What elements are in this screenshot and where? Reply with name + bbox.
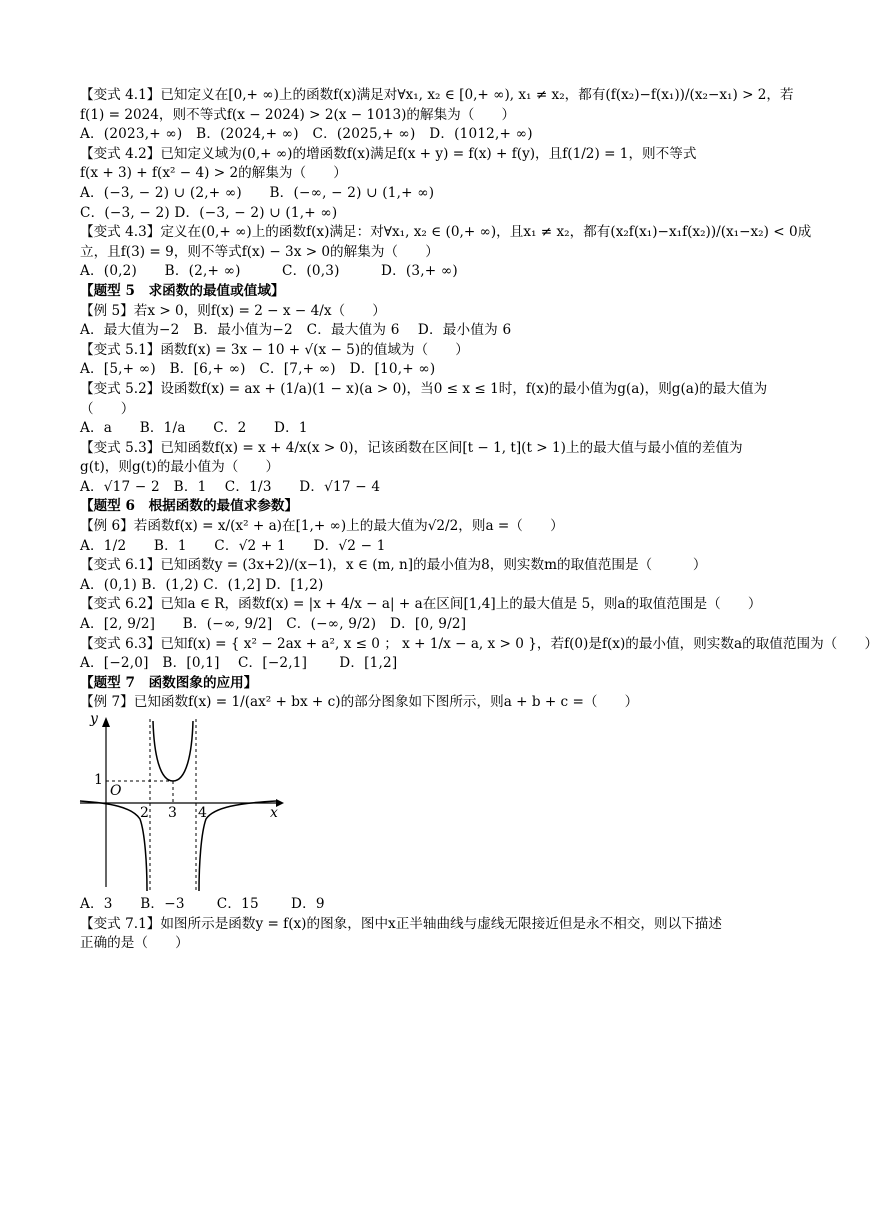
line-e6a: 【例 6】若函数f(x) = x/(x² + a)在[1,+ ∞)上的最大值为√2/2，则a =（ ） bbox=[80, 518, 564, 535]
heading-type-7: 【题型 7 函数图象的应用】 bbox=[80, 674, 258, 691]
tick-label-x-2: 2 bbox=[140, 805, 149, 821]
line-v71a: 【变式 7.1】如图所示是函数y = f(x)的图象，图中x正半轴曲线与虚线无限接近但是永不相交，则以下描述 bbox=[80, 915, 722, 932]
curve-left-branch bbox=[80, 801, 147, 891]
options-v43: A．(0,2) B．(2,+ ∞) C．(0,3) D．(3,+ ∞) bbox=[80, 263, 458, 280]
line-v53b: g(t)，则g(t)的最小值为（ ） bbox=[80, 459, 280, 476]
line-v61a: 【变式 6.1】已知函数y = (3x+2)/(x−1)，x ∈ (m, n]的最小值为8，则实数m的取值范围是（ ） bbox=[80, 557, 707, 574]
function-graph-figure bbox=[80, 711, 300, 893]
options-v61: A．(0,1) B．(1,2) C．(1,2] D．[1,2) bbox=[80, 576, 324, 593]
origin-label: O bbox=[110, 783, 122, 799]
tick-label-x-3: 3 bbox=[168, 805, 177, 821]
x-axis-label: x bbox=[270, 805, 278, 821]
options-v42-ab: A．(−3, − 2) ∪ (2,+ ∞) B．(−∞, − 2) ∪ (1,+ ∞) bbox=[80, 184, 435, 201]
line-v42b: f(x + 3) + f(x² − 4) > 2的解集为（ ） bbox=[80, 165, 347, 182]
options-v62: A．[2, 9/2] B．(−∞, 9/2] C．(−∞, 9/2) D．[0, 9/2] bbox=[80, 616, 467, 633]
options-v63: A．[−2,0] B．[0,1] C．[−2,1] D．[1,2] bbox=[80, 655, 398, 672]
line-v41b: f(1) = 2024，则不等式f(x − 2024) > 2(x − 1013)的解集为（ ） bbox=[80, 106, 516, 123]
options-e7: A．3 B．−3 C．15 D．9 bbox=[80, 896, 325, 912]
curve-middle-branch bbox=[153, 721, 193, 781]
line-v71b: 正确的是（ ） bbox=[80, 935, 189, 952]
line-v63a: 【变式 6.3】已知f(x) = { x² − 2ax + a², x ≤ 0 ； x + 1/x − a, x > 0 }，若f(0)是f(x)的最小值，则实数a的取值范围为（ ） bbox=[80, 635, 878, 652]
heading-type-5: 【题型 5 求函数的最值或值域】 bbox=[80, 282, 285, 299]
document-page bbox=[80, 86, 878, 954]
line-v53a: 【变式 5.3】已知函数f(x) = x + 4/x(x > 0)，记该函数在区间[t − 1, t](t > 1)上的最大值与最小值的差值为 bbox=[80, 439, 743, 456]
line-v52a: 【变式 5.2】设函数f(x) = ax + (1/a)(1 − x)(a > 0)，当0 ≤ x ≤ 1时，f(x)的最小值为g(a)，则g(a)的最大值为 bbox=[80, 380, 768, 397]
line-v62a: 【变式 6.2】已知a ∈ R，函数f(x) = |x + 4/x − a| + a在区间[1,4]上的最大值是 5，则a的取值范围是（ ） bbox=[80, 596, 762, 613]
options-v41: A．(2023,+ ∞) B．(2024,+ ∞) C．(2025,+ ∞) D．(1012,+ ∞) bbox=[80, 126, 533, 143]
y-axis-arrow bbox=[102, 717, 110, 727]
options-v42-cd: C．(−3, − 2) D．(−3, − 2) ∪ (1,+ ∞) bbox=[80, 204, 338, 221]
options-v53: A．√17 − 2 B．1 C．1/3 D．√17 − 4 bbox=[80, 478, 381, 495]
line-v43b: 立，且f(3) = 9，则不等式f(x) − 3x > 0的解集为（ ） bbox=[80, 243, 439, 260]
options-e5: A．最大值为−2 B．最小值为−2 C．最大值为 6 D．最小值为 6 bbox=[80, 322, 512, 339]
heading-type-6: 【题型 6 根据函数的最值求参数】 bbox=[80, 498, 299, 515]
line-e7a: 【例 7】已知函数f(x) = 1/(ax² + bx + c)的部分图象如下图所示，则a + b + c =（ ） bbox=[80, 694, 639, 711]
line-v41a: 【变式 4.1】已知定义在[0,+ ∞)上的函数f(x)满足对∀x₁, x₂ ∈ [0,+ ∞), x₁ ≠ x₂，都有(f(x₂)−f(x₁))/(x₂−x₁) > 2，若 bbox=[80, 87, 794, 103]
function-graph bbox=[80, 715, 300, 893]
y-axis-label: y bbox=[90, 711, 98, 727]
options-e6: A．1/2 B．1 C．√2 + 1 D．√2 − 1 bbox=[80, 537, 386, 554]
tick-label-y-1: 1 bbox=[94, 772, 103, 788]
line-e5a: 【例 5】若x > 0，则f(x) = 2 − x − 4/x（ ） bbox=[80, 302, 386, 319]
curve-right-branch bbox=[199, 801, 276, 891]
options-v52: A．a B．1/a C．2 D．1 bbox=[80, 420, 308, 437]
tick-label-x-4: 4 bbox=[198, 805, 207, 821]
line-v43a: 【变式 4.3】定义在(0,+ ∞)上的函数f(x)满足：对∀x₁, x₂ ∈ (0,+ ∞)，且x₁ ≠ x₂，都有(x₂f(x₁)−x₁f(x₂))/(x₁−x₂) < 0成 bbox=[80, 224, 812, 241]
options-v51: A．[5,+ ∞) B．[6,+ ∞) C．[7,+ ∞) D．[10,+ ∞) bbox=[80, 361, 436, 378]
line-v42a: 【变式 4.2】已知定义域为(0,+ ∞)的增函数f(x)满足f(x + y) = f(x) + f(y)，且f(1/2) = 1，则不等式 bbox=[80, 145, 697, 162]
line-v51a: 【变式 5.1】函数f(x) = 3x − 10 + √(x − 5)的值域为（ ） bbox=[80, 341, 469, 358]
line-v52b: （ ） bbox=[80, 400, 135, 417]
